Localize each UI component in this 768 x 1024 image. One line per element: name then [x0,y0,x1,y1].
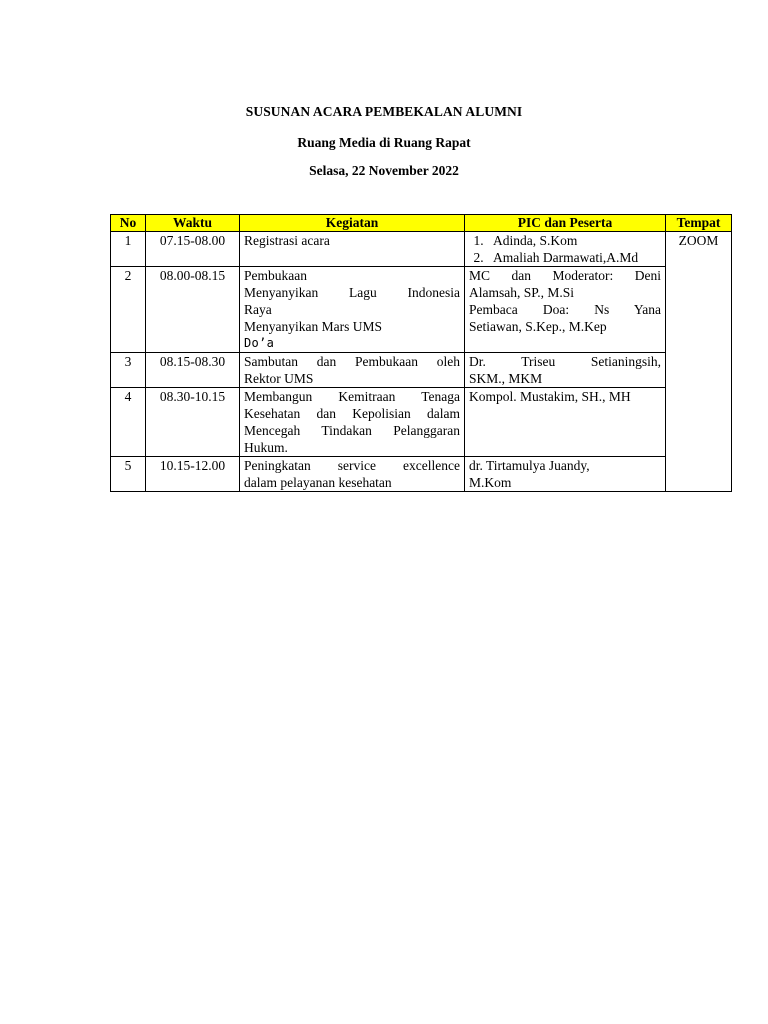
pic-line: MC dan Moderator: Deni [469,268,661,283]
activity-line: Menyanyikan Lagu Indonesia [244,285,460,300]
pic-line: Pembaca Doa: Ns Yana [469,302,661,317]
row-activity [240,353,465,388]
row-place: ZOOM [666,232,732,492]
pic-line: SKM., MKM [469,371,543,386]
row-number: 3 [111,353,146,388]
activity-line: Membangun Kemitraan Tenaga [244,389,460,404]
row-activity [240,457,465,492]
pic-line: M.Kom [469,475,512,490]
activity-line: dalam pelayanan kesehatan [244,475,392,490]
row-time: 08.30-10.15 [146,388,240,457]
row-pic [465,232,666,267]
activity-line: Kesehatan dan Kepolisian dalam [244,406,460,421]
document-title: SUSUNAN ACARA PEMBEKALAN ALUMNI [245,104,523,119]
row-number: 5 [111,457,146,492]
header-pic: PIC dan Peserta [465,215,666,232]
schedule-table [110,214,732,492]
header-place: Tempat [666,215,732,232]
table-header-row [111,215,732,232]
header-no: No [111,215,146,232]
row-time: 07.15-08.00 [146,232,240,267]
table-row [111,267,732,353]
header-activity: Kegiatan [240,215,465,232]
activity-line: Peningkatan service excellence [244,458,460,473]
table-row [111,457,732,492]
event-location: Ruang Media di Ruang Rapat [297,135,471,150]
pic-list [467,232,661,266]
row-pic [465,353,666,388]
row-pic [465,457,666,492]
activity-line: Registrasi acara [244,233,330,248]
table-row [111,388,732,457]
pic-line: dr. Tirtamulya Juandy, [469,458,590,473]
row-number: 4 [111,388,146,457]
row-time: 08.00-08.15 [146,267,240,353]
activity-line: Mencegah Tindakan Pelanggaran [244,423,460,438]
row-time: 10.15-12.00 [146,457,240,492]
table-row [111,232,732,267]
activity-line: Raya [244,302,272,317]
pic-line: Dr. Triseu Setianingsih, [469,354,661,369]
activity-line: Hukum. [244,440,288,455]
pic-line: Alamsah, SP., M.Si [469,285,575,300]
row-pic [465,388,666,457]
event-date: Selasa, 22 November 2022 [309,163,459,178]
row-number: 1 [111,232,146,267]
row-time: 08.15-08.30 [146,353,240,388]
row-activity [240,267,465,353]
table-row [111,353,732,388]
row-pic [465,267,666,353]
activity-line: Menyanyikan Mars UMS [244,319,382,334]
header-time: Waktu [146,215,240,232]
pic-list-item: 1. Adinda, S.Kom [487,232,661,249]
row-activity [240,388,465,457]
activity-line: Rektor UMS [244,371,314,386]
pic-line: Kompol. Mustakim, SH., MH [469,389,631,404]
activity-line: Do’a [244,336,275,350]
pic-line: Setiawan, S.Kep., M.Kep [469,319,607,334]
row-number: 2 [111,267,146,353]
activity-line: Pembukaan [244,268,307,283]
activity-line: Sambutan dan Pembukaan oleh [244,354,460,369]
pic-list-item: 2. Amaliah Darmawati,A.Md [487,249,661,266]
row-activity [240,232,465,267]
